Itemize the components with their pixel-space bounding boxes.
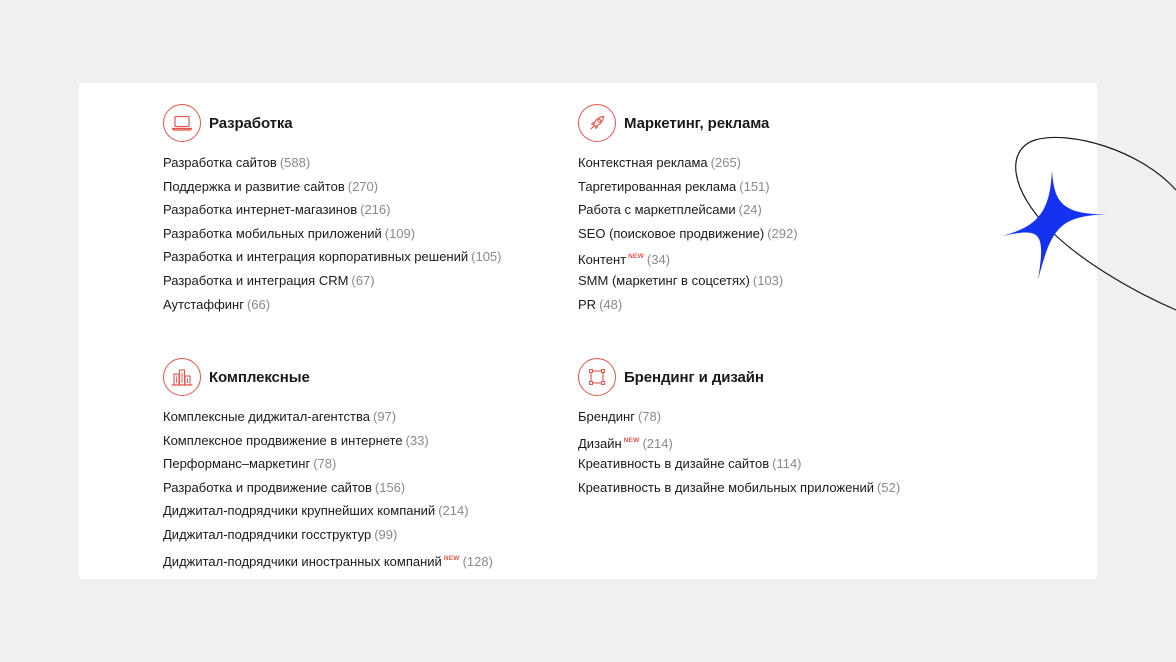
list-item[interactable] xyxy=(163,499,493,523)
item-count: (265) xyxy=(710,155,742,170)
item-label: Креативность в дизайне сайтов xyxy=(578,456,770,472)
item-count: (24) xyxy=(738,202,762,218)
list-item[interactable] xyxy=(163,198,502,222)
item-count: (78) xyxy=(313,456,337,472)
list-item[interactable] xyxy=(163,523,493,547)
item-count: (97) xyxy=(372,409,397,424)
item-label: SMM (маркетинг в соцсетях) xyxy=(578,272,750,288)
sparkle-star-icon xyxy=(990,130,1176,320)
list-item[interactable] xyxy=(163,222,502,246)
item-label: Контент xyxy=(578,252,627,268)
list-item[interactable] xyxy=(163,245,502,269)
item-label: Таргетированная реклама xyxy=(578,178,737,194)
item-count: (67) xyxy=(351,272,375,288)
item-label: Брендинг xyxy=(578,409,635,424)
item-label: Диджитал-подрядчики госструктур xyxy=(163,526,372,542)
item-count: (151) xyxy=(739,178,770,194)
list-item[interactable] xyxy=(163,429,493,453)
section-title[interactable]: Комплексные xyxy=(209,368,310,386)
item-count: (214) xyxy=(642,435,673,451)
item-count: (78) xyxy=(637,409,662,424)
item-count: (48) xyxy=(599,296,623,312)
list-item[interactable] xyxy=(163,175,502,199)
list-item[interactable] xyxy=(578,198,798,222)
new-badge: NEW xyxy=(628,253,644,261)
list-item[interactable] xyxy=(578,452,900,476)
item-label: Перформанс–маркетинг xyxy=(163,456,311,472)
category-list xyxy=(578,405,900,499)
section-header xyxy=(163,357,493,397)
item-label: Разработка и продвижение сайтов xyxy=(163,479,372,495)
item-count: (99) xyxy=(374,526,398,542)
list-item[interactable] xyxy=(578,429,900,453)
item-count: (270) xyxy=(347,178,379,194)
list-item[interactable] xyxy=(163,151,502,175)
item-count: (214) xyxy=(438,503,469,519)
item-count: (588) xyxy=(279,155,311,170)
item-count: (33) xyxy=(405,432,429,448)
item-label: SEO (поисковое продвижение) xyxy=(578,225,765,241)
list-item[interactable] xyxy=(163,293,502,317)
laptop-icon xyxy=(163,104,201,142)
list-item[interactable] xyxy=(578,245,798,269)
list-item[interactable] xyxy=(578,269,798,293)
item-count: (109) xyxy=(384,225,416,241)
section-header xyxy=(163,103,502,143)
item-label: Комплексное продвижение в интернете xyxy=(163,432,403,448)
buildings-icon xyxy=(163,358,201,396)
item-count: (105) xyxy=(471,249,502,265)
list-item[interactable] xyxy=(578,293,798,317)
list-item[interactable] xyxy=(578,476,900,500)
item-count: (128) xyxy=(462,553,493,569)
list-item[interactable] xyxy=(578,222,798,246)
section-title[interactable]: Маркетинг, реклама xyxy=(624,114,770,132)
list-item[interactable] xyxy=(578,151,798,175)
list-item[interactable] xyxy=(163,269,502,293)
section-branding xyxy=(578,357,900,499)
item-label: Разработка и интеграция CRM xyxy=(163,272,349,288)
section-complex xyxy=(163,357,493,570)
item-count: (103) xyxy=(752,272,784,288)
item-count: (156) xyxy=(374,479,406,495)
item-label: PR xyxy=(578,296,597,312)
list-item[interactable] xyxy=(578,175,798,199)
item-label: Диджитал-подрядчики иностранных компаний xyxy=(163,553,442,569)
section-header xyxy=(578,357,900,397)
item-count: (216) xyxy=(360,202,391,218)
item-label: Разработка мобильных приложений xyxy=(163,225,382,241)
rocket-icon xyxy=(578,104,616,142)
item-count: (52) xyxy=(877,479,901,495)
list-item[interactable] xyxy=(163,547,493,571)
item-label: Разработка интернет-магазинов xyxy=(163,202,358,218)
item-label: Аутстаффинг xyxy=(163,296,244,312)
item-label: Дизайн xyxy=(578,435,622,451)
new-badge: NEW xyxy=(443,554,460,562)
section-header xyxy=(578,103,798,143)
item-label: Комплексные диджитал-агентства xyxy=(163,409,370,424)
category-list xyxy=(163,151,502,316)
list-item[interactable] xyxy=(163,405,493,429)
item-label: Разработка сайтов xyxy=(163,155,277,170)
item-count: (34) xyxy=(646,252,671,268)
vector-frame-icon xyxy=(578,358,616,396)
new-badge: NEW xyxy=(623,436,640,444)
item-label: Креативность в дизайне мобильных приложений xyxy=(578,479,875,495)
section-development xyxy=(163,103,502,316)
categories-card xyxy=(79,83,1097,579)
list-item[interactable] xyxy=(163,476,493,500)
item-count: (114) xyxy=(772,456,802,472)
category-list xyxy=(163,405,493,570)
section-marketing xyxy=(578,103,798,316)
item-label: Контекстная реклама xyxy=(578,155,708,170)
list-item[interactable] xyxy=(578,405,900,429)
section-title[interactable]: Брендинг и дизайн xyxy=(624,368,764,386)
section-title[interactable]: Разработка xyxy=(209,114,293,132)
item-label: Поддержка и развитие сайтов xyxy=(163,178,345,194)
category-list xyxy=(578,151,798,316)
item-label: Работа с маркетплейсами xyxy=(578,202,736,218)
list-item[interactable] xyxy=(163,452,493,476)
item-count: (66) xyxy=(246,296,271,312)
item-label: Диджитал-подрядчики крупнейших компаний xyxy=(163,503,436,519)
item-count: (292) xyxy=(767,225,798,241)
item-label: Разработка и интеграция корпоративных решений xyxy=(163,249,469,265)
